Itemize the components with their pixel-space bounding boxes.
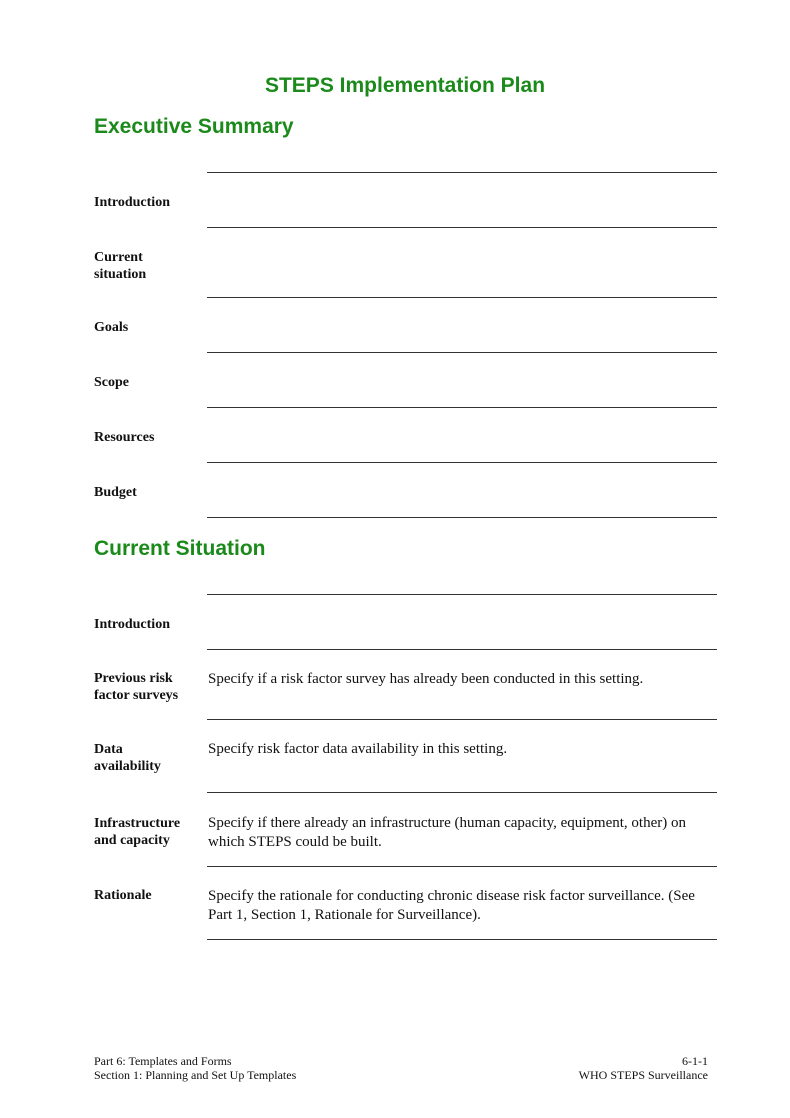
footer-section: Section 1: Planning and Set Up Templates — [94, 1068, 297, 1082]
divider — [207, 866, 717, 867]
row-label-resources: Resources — [94, 430, 155, 445]
row-text-infrastructure-and-capacity: Specify if there already an infrastructure (human capacity, equipment, other) on which STEPS could be built. — [208, 815, 686, 850]
row-label-scope: Scope — [94, 375, 129, 390]
divider — [207, 462, 717, 463]
divider — [207, 649, 717, 650]
row-label-data-availability: Data availability — [94, 742, 161, 774]
page-number: 6-1-1 — [682, 1054, 708, 1068]
section-heading-current-situation: Current Situation — [94, 537, 266, 560]
divider — [207, 172, 717, 173]
divider — [207, 719, 717, 720]
divider — [207, 227, 717, 228]
divider — [207, 407, 717, 408]
row-label-current-situation: Current situation — [94, 250, 147, 282]
row-label-introduction: Introduction — [94, 195, 170, 210]
row-label-goals: Goals — [94, 320, 129, 335]
row-label-introduction: Introduction — [94, 617, 170, 632]
divider — [207, 517, 717, 518]
footer-left — [94, 1054, 296, 1082]
footer-part: Part 6: Templates and Forms — [94, 1054, 232, 1068]
row-label-budget: Budget — [94, 485, 137, 500]
divider — [207, 594, 717, 595]
row-text-data-availability: Specify risk factor data availability in this setting. — [208, 741, 508, 757]
row-label-rationale: Rationale — [94, 888, 152, 903]
divider — [207, 352, 717, 353]
divider — [207, 297, 717, 298]
row-text-previous-risk-factor-surveys: Specify if a risk factor survey has already been conducted in this setting. — [208, 671, 644, 687]
document-title: STEPS Implementation Plan — [264, 74, 546, 97]
divider — [207, 792, 717, 793]
divider — [207, 939, 717, 940]
row-text-rationale: Specify the rationale for conducting chronic disease risk factor surveillance. (See Part 1, Section 1, Rationale for Surveillance). — [208, 888, 695, 923]
section-heading-executive-summary: Executive Summary — [94, 115, 294, 138]
row-label-infrastructure-and-capacity: Infrastructure and capacity — [94, 816, 181, 848]
footer-right — [579, 1054, 708, 1082]
footer-publication: WHO STEPS Surveillance — [578, 1068, 708, 1082]
row-label-previous-risk-factor-surveys: Previous risk factor surveys — [94, 671, 179, 703]
